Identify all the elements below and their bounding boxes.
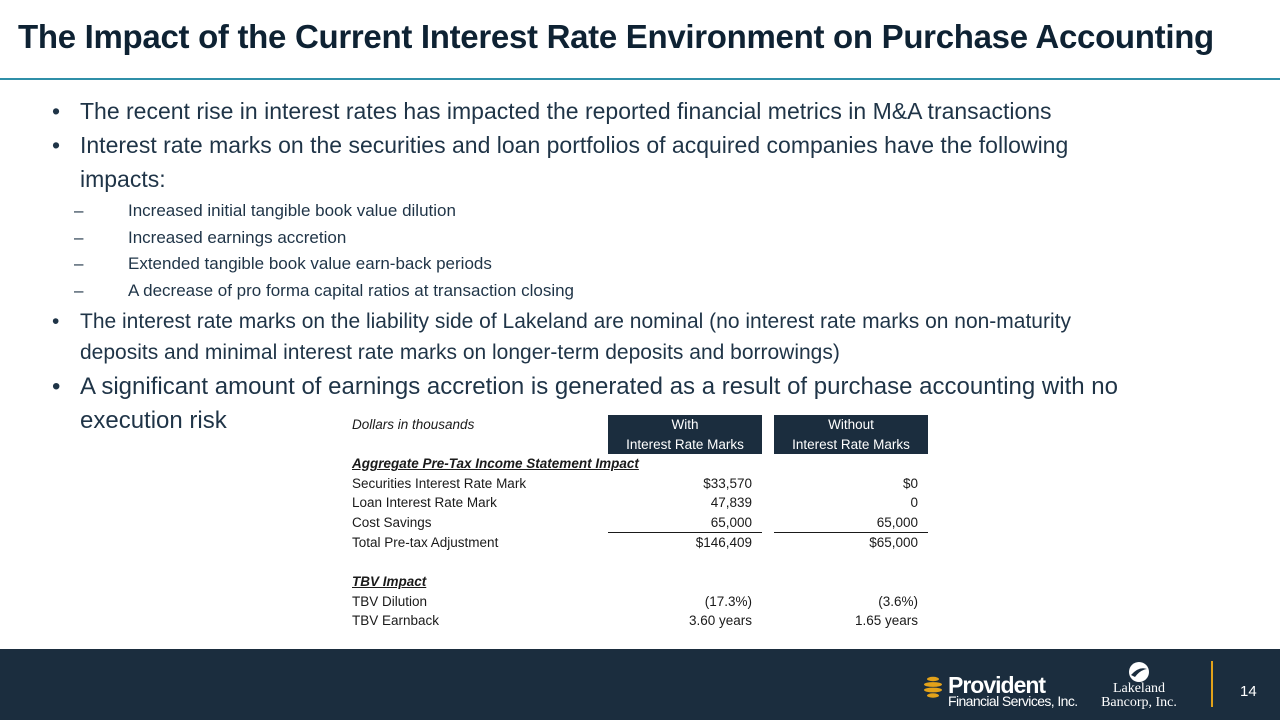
sub-bullet (74, 225, 1172, 252)
table-row (346, 474, 928, 494)
row-label: Securities Interest Rate Mark (352, 475, 527, 491)
units-label: Dollars in thousands (352, 417, 475, 433)
table-row (346, 592, 928, 612)
lakeland-line-1: Lakeland (1112, 681, 1166, 696)
sub-bullet-list (74, 198, 1172, 304)
bullet-2 (52, 128, 1172, 196)
with-value: 47,839 (710, 495, 752, 511)
with-value: $146,409 (695, 535, 752, 551)
row-label: Loan Interest Rate Mark (352, 495, 497, 511)
without-value: 0 (910, 495, 918, 511)
bullet-dot: • (52, 373, 61, 400)
with-value: 65,000 (608, 513, 762, 533)
lakeland-name (1100, 682, 1178, 710)
bullet-3 (52, 306, 1172, 368)
dash: – (74, 254, 84, 273)
dash: – (74, 201, 84, 220)
bullet-3-line-2: deposits and minimal interest rate marks on longer-term deposits and borrowings) (80, 341, 840, 364)
bullet-1 (52, 94, 1172, 128)
with-value: (17.3%) (704, 593, 752, 609)
bullet-4-line-2: execution risk (80, 407, 227, 434)
without-value: $65,000 (869, 535, 918, 551)
sub-bullet-text: Extended tangible book value earn-back periods (128, 254, 492, 273)
sub-bullet-text: A decrease of pro forma capital ratios at transaction closing (128, 280, 575, 300)
footer-divider (1211, 661, 1213, 707)
page-number: 14 (1240, 683, 1257, 700)
without-value: (3.6%) (878, 593, 918, 609)
sub-bullet (74, 198, 1172, 225)
sub-bullet-text: Increased earnings accretion (128, 227, 347, 247)
lakeland-line-2: Bancorp, Inc. (1101, 695, 1177, 710)
col-with-header-1: With (608, 415, 762, 435)
provident-subtitle: Financial Services, Inc. (948, 693, 1078, 709)
without-value: $0 (902, 475, 918, 491)
with-value: $33,570 (703, 475, 752, 491)
footer-bar (0, 649, 1280, 720)
sub-bullet-text: Increased initial tangible book value dilution (128, 201, 456, 220)
col-without-header-2: Interest Rate Marks (774, 435, 928, 455)
without-value: 65,000 (774, 513, 928, 533)
col-with-header-2: Interest Rate Marks (608, 435, 762, 455)
bullet-list (52, 94, 1172, 438)
title-rule (0, 78, 1280, 80)
row-label: TBV Earnback (352, 613, 440, 629)
bullet-4-line-1: A significant amount of earnings accretion is generated as a result of purchase accounting with no (80, 373, 1118, 400)
row-label: TBV Dilution (352, 593, 428, 609)
financial-impact-table (346, 415, 928, 631)
dash: – (74, 280, 84, 300)
bullet-2-line-1: Interest rate marks on the securities and loan portfolios of acquired companies have the following (80, 132, 1069, 158)
row-label: Cost Savings (352, 515, 432, 530)
table-row (346, 513, 928, 533)
table-row (346, 533, 928, 553)
provident-emblem-icon (922, 676, 944, 700)
slide-title: The Impact of the Current Interest Rate Environment on Purchase Accounting (18, 18, 1214, 55)
row-label: Total Pre-tax Adjustment (352, 535, 499, 550)
dash: – (74, 227, 84, 247)
section-heading: Aggregate Pre-Tax Income Statement Impact (352, 456, 639, 472)
section-heading: TBV Impact (352, 574, 427, 590)
table-row (346, 493, 928, 513)
col-without-header-1: Without (774, 415, 928, 435)
sub-bullet (74, 278, 1172, 305)
without-value: 1.65 years (854, 613, 918, 629)
bullet-1-text: The recent rise in interest rates has impacted the reported financial metrics in M&A transactions (80, 98, 1052, 124)
bullet-3-line-1: The interest rate marks on the liability side of Lakeland are nominal (no interest rate marks on non-maturity (80, 310, 1071, 333)
table-row (346, 611, 928, 631)
sub-bullet (74, 251, 1172, 278)
provident-name: Provident (948, 672, 1046, 698)
bullet-dot: • (52, 132, 61, 158)
bullet-dot: • (52, 310, 60, 333)
bullet-dot: • (52, 98, 61, 124)
bullet-2-line-2: impacts: (80, 166, 166, 192)
with-value: 3.60 years (688, 613, 752, 629)
